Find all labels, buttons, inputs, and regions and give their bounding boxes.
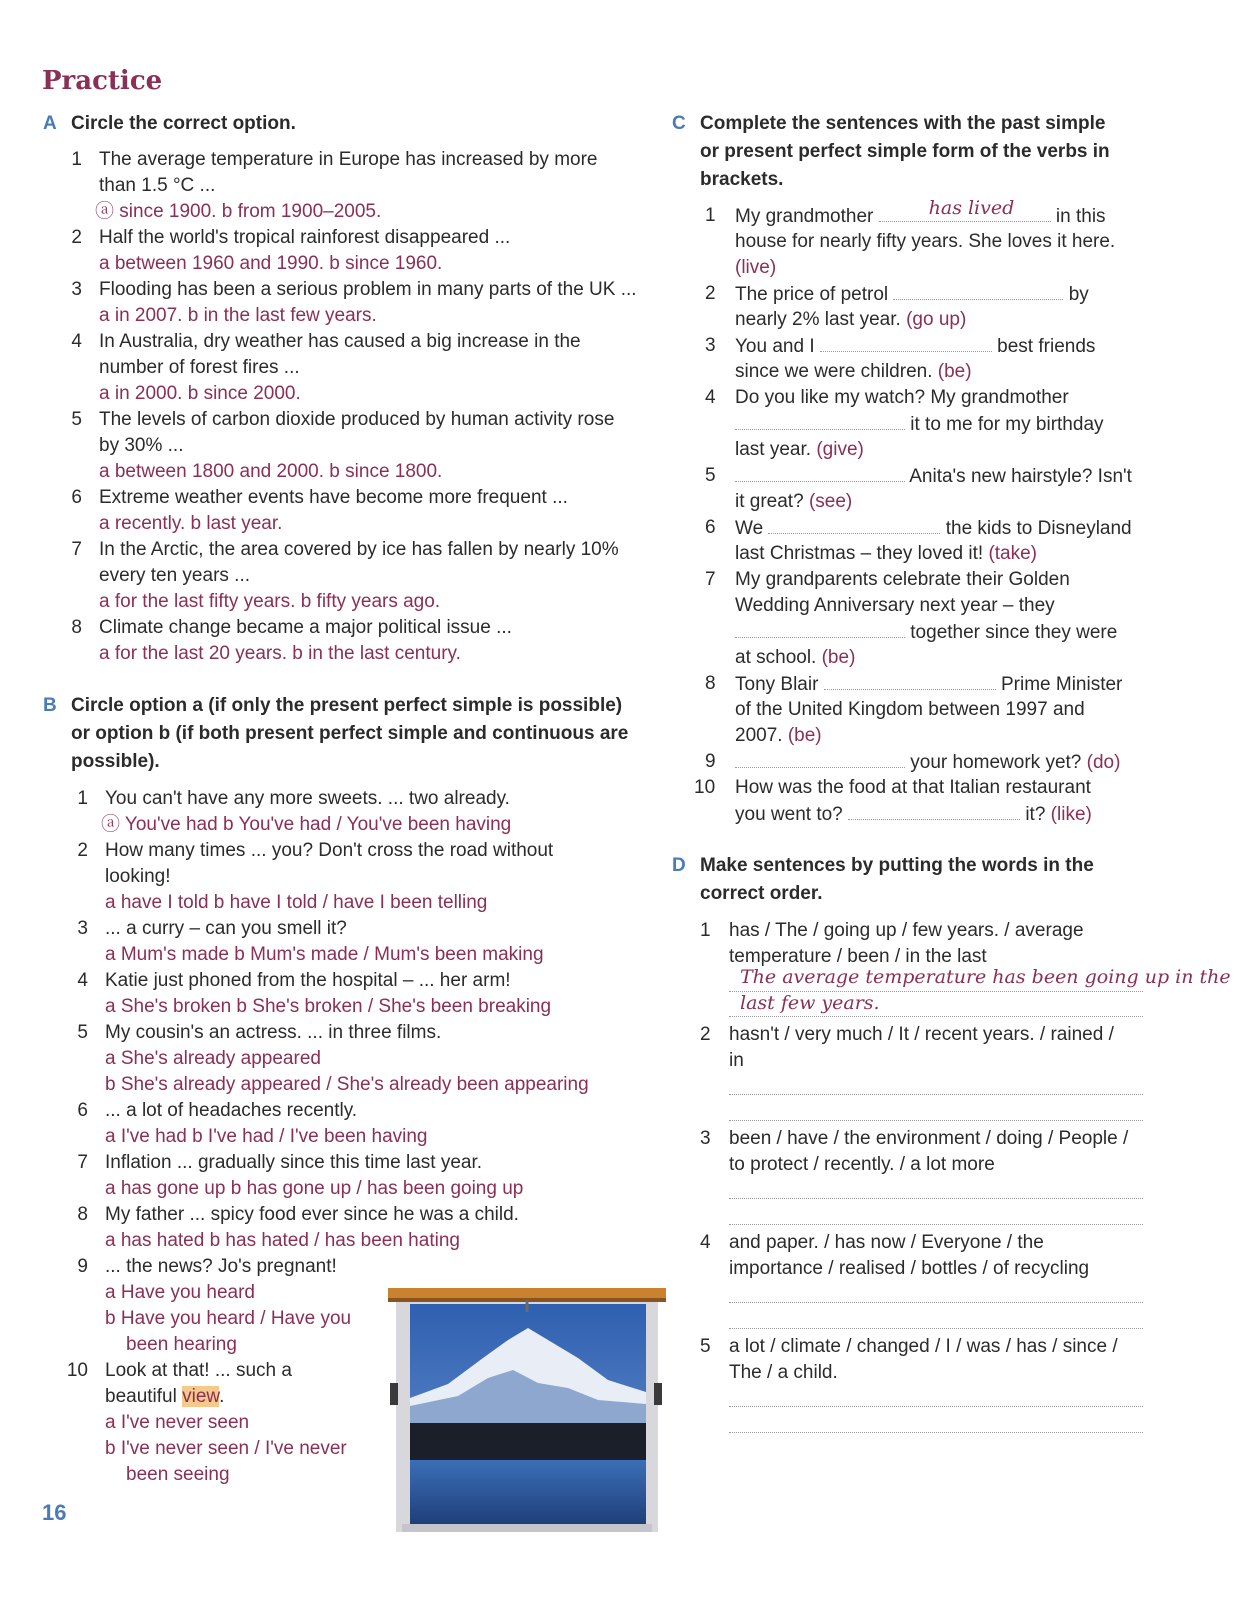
answer-line[interactable] [729, 1328, 1143, 1329]
item-text: been / have / the environment / doing / People / [729, 1128, 1129, 1149]
item-text: house for nearly fifty years. She loves it here. [735, 231, 1116, 252]
item-number: 10 [66, 1360, 88, 1381]
item-text: Do you like my watch? My grandmother [735, 387, 1069, 408]
item-number: 3 [77, 918, 88, 939]
item-text: it to me for my birthday [910, 414, 1104, 435]
item-text: The average temperature in Europe has increased by more [99, 149, 598, 170]
item-text: a lot / climate / changed / I / was / has / since / [729, 1336, 1118, 1357]
item-text [735, 359, 972, 385]
item-text: We [735, 518, 764, 539]
item-number: 7 [77, 1152, 88, 1173]
item-text: Climate change became a major political issue ... [99, 617, 512, 638]
item-text: nearly 2% last year. [735, 309, 901, 330]
section-d-heading [672, 852, 1094, 908]
item-number: 9 [77, 1256, 88, 1277]
handwritten-answer: The average temperature has been going up in the [740, 966, 1231, 988]
answer-blank[interactable] [735, 749, 905, 768]
answer-line[interactable] [729, 1302, 1143, 1303]
answer-line[interactable] [729, 1094, 1143, 1095]
item-number: 3 [700, 1128, 711, 1149]
item-options[interactable]: a recently. b last year. [99, 513, 283, 534]
answer-blank[interactable] [848, 801, 1020, 820]
item-text: How was the food at that Italian restaurant [735, 777, 1091, 798]
answer-blank[interactable] [735, 463, 905, 482]
item-text: best friends [997, 336, 1096, 357]
item-text [735, 541, 1037, 567]
item-text: last year. [735, 439, 812, 460]
answer-line[interactable] [729, 1198, 1143, 1199]
answer-line[interactable] [729, 1016, 1143, 1017]
item-number: 7 [705, 569, 716, 590]
item-text: You can't have any more sweets. ... two already. [105, 788, 510, 809]
fill-in-sentence [735, 749, 1120, 776]
item-number: 2 [700, 1024, 711, 1045]
verb-hint: (go up) [906, 309, 967, 330]
item-number: 2 [705, 283, 716, 304]
item-text: ... a curry – can you smell it? [105, 918, 347, 939]
item-number: 8 [71, 617, 82, 638]
page-number: 16 [42, 1500, 67, 1525]
item-options[interactable]: a has gone up b has gone up / has been going up [105, 1178, 524, 1199]
item-options[interactable]: a She's broken b She's broken / She's been breaking [105, 996, 552, 1017]
item-text: every ten years ... [99, 565, 251, 586]
item-text: Tony Blair [735, 674, 819, 695]
section-a-heading [43, 110, 296, 138]
fill-in-sentence [735, 801, 1092, 828]
item-text: since we were children. [735, 361, 933, 382]
answer-blank[interactable] [735, 411, 905, 430]
item-text: the kids to Disneyland [945, 518, 1132, 539]
answer-line[interactable] [729, 1224, 1143, 1225]
item-options[interactable]: a for the last 20 years. b in the last century. [99, 643, 461, 664]
item-text: to protect / recently. / a lot more [729, 1154, 995, 1175]
item-text: Anita's new hairstyle? Isn't [909, 466, 1132, 487]
section-b-instruction: possible). [71, 751, 160, 772]
item-number: 7 [71, 539, 82, 560]
item-number: 8 [705, 673, 716, 694]
answer-blank[interactable] [879, 197, 1051, 222]
item-number: 8 [77, 1204, 88, 1225]
item-text: in this [1055, 206, 1106, 227]
section-b-heading [43, 692, 629, 776]
item-options[interactable]: a She's already appeared [105, 1048, 321, 1069]
item-number: 5 [700, 1336, 711, 1357]
item-text: you went to? [735, 804, 843, 825]
section-d-instruction: correct order. [700, 883, 823, 904]
item-text: ... the news? Jo's pregnant! [105, 1256, 337, 1277]
item-options[interactable]: ⓐ since 1900. b from 1900–2005. [95, 201, 382, 222]
item-options[interactable]: a between 1960 and 1990. b since 1960. [99, 253, 443, 274]
verb-hint: (live) [735, 257, 777, 278]
answer-line[interactable] [729, 1406, 1143, 1407]
item-number: 5 [71, 409, 82, 430]
item-options[interactable]: a have I told b have I told / have I been telling [105, 892, 488, 913]
item-text: In the Arctic, the area covered by ice has fallen by nearly 10% [99, 539, 619, 560]
mountain-window-image [388, 1288, 666, 1536]
item-text: Katie just phoned from the hospital – ... her arm! [105, 970, 511, 991]
answer-blank[interactable] [893, 281, 1063, 300]
item-number: 6 [705, 517, 716, 538]
item-number: 4 [700, 1232, 711, 1253]
item-text: How many times ... you? Don't cross the road without [105, 840, 554, 861]
answer-blank[interactable] [735, 619, 905, 638]
section-c-instruction: brackets. [700, 169, 784, 190]
item-number: 10 [694, 777, 716, 798]
item-number: 1 [705, 205, 716, 226]
item-text: it great? [735, 491, 804, 512]
handwritten-answer: has lived [928, 197, 1015, 219]
item-text: has / The / going up / few years. / average [729, 920, 1084, 941]
handwritten-answer: last few years. [740, 992, 880, 1014]
item-text: in [729, 1050, 744, 1071]
item-text: beautiful [105, 1386, 183, 1407]
item-text: The levels of carbon dioxide produced by human activity rose [99, 409, 615, 430]
item-text: Extreme weather events have become more frequent ... [99, 487, 568, 508]
section-d-letter: D [672, 855, 686, 876]
item-text: looking! [105, 866, 171, 887]
highlighted-word: view [182, 1386, 220, 1407]
item-text: Half the world's tropical rainforest disappeared ... [99, 227, 511, 248]
item-options[interactable]: been seeing [126, 1464, 230, 1485]
item-text: My grandparents celebrate their Golden [735, 569, 1070, 590]
verb-hint: (like) [1050, 804, 1092, 825]
item-text: of the United Kingdom between 1997 and [735, 699, 1085, 720]
section-a-letter: A [43, 113, 57, 134]
item-text: together since they were [910, 622, 1118, 643]
item-number: 5 [705, 465, 716, 486]
item-options[interactable]: a for the last fifty years. b fifty years ago. [99, 591, 441, 612]
item-number: 3 [71, 279, 82, 300]
item-text: and paper. / has now / Everyone / the [729, 1232, 1044, 1253]
item-text: Wedding Anniversary next year – they [735, 595, 1055, 616]
section-b-letter: B [43, 695, 57, 716]
item-text: Flooding has been a serious problem in many parts of the UK ... [99, 279, 637, 300]
item-text: last Christmas – they loved it! [735, 543, 984, 564]
fill-in-sentence [735, 333, 1095, 360]
list-item [705, 203, 716, 229]
section-c-instruction: Complete the sentences with the past simple [700, 113, 1106, 134]
item-number: 1 [700, 920, 711, 941]
item-text [735, 489, 852, 515]
item-options[interactable]: a I've never seen [105, 1412, 250, 1433]
item-text: by 30% ... [99, 435, 184, 456]
item-options[interactable]: b Have you heard / Have you [105, 1308, 352, 1329]
item-number: 9 [705, 751, 716, 772]
section-b-instruction: Circle option a (if only the present perfect simple is possible) [71, 695, 623, 716]
item-text: Prime Minister [1000, 674, 1123, 695]
item-text: it? [1025, 804, 1046, 825]
item-number: 4 [77, 970, 88, 991]
item-number: 5 [77, 1022, 88, 1043]
fill-in-sentence [735, 515, 1132, 542]
section-a-instruction: Circle the correct option. [71, 113, 296, 134]
item-text: The price of petrol [735, 284, 889, 305]
verb-hint: (be) [937, 361, 972, 382]
item-text: than 1.5 °C ... [99, 175, 216, 196]
item-text: Look at that! ... such a [105, 1360, 292, 1381]
item-options[interactable]: b She's already appeared / She's already been appearing [105, 1074, 589, 1095]
item-text: My father ... spicy food ever since he was a child. [105, 1204, 519, 1225]
verb-hint: (take) [988, 543, 1038, 564]
item-text: My cousin's an actress. ... in three films. [105, 1022, 442, 1043]
fill-in-sentence [735, 671, 1122, 698]
section-d-instruction: Make sentences by putting the words in the [700, 855, 1094, 876]
item-options[interactable]: a in 2000. b since 2000. [99, 383, 301, 404]
window-view-illustration [388, 1288, 666, 1536]
item-text [735, 723, 822, 749]
item-text: importance / realised / bottles / of recycling [729, 1258, 1090, 1279]
item-number: 6 [71, 487, 82, 508]
item-text: In Australia, dry weather has caused a big increase in the [99, 331, 581, 352]
item-text: temperature / been / in the last [729, 946, 987, 967]
item-options[interactable]: a between 1800 and 2000. b since 1800. [99, 461, 443, 482]
item-options[interactable]: a Mum's made b Mum's made / Mum's been making [105, 944, 544, 965]
fill-in-sentence [735, 619, 1117, 646]
answer-blank[interactable] [768, 515, 940, 534]
item-options[interactable]: been hearing [126, 1334, 237, 1355]
section-c-heading [672, 110, 1110, 194]
item-text [735, 307, 966, 333]
item-number: 4 [71, 331, 82, 352]
verb-hint: (be) [821, 647, 856, 668]
verb-hint: (do) [1086, 752, 1121, 773]
item-text: number of forest fires ... [99, 357, 300, 378]
item-text: your homework yet? [910, 752, 1082, 773]
section-c-letter: C [672, 113, 686, 134]
answer-blank[interactable] [820, 333, 992, 352]
item-number: 1 [77, 788, 88, 809]
item-number: 4 [705, 387, 716, 408]
item-text: Inflation ... gradually since this time last year. [105, 1152, 483, 1173]
item-text: hasn't / very much / It / recent years. / rained / [729, 1024, 1114, 1045]
answer-line[interactable] [729, 1120, 1143, 1121]
verb-hint: (see) [808, 491, 853, 512]
verb-hint: (be) [787, 725, 822, 746]
item-number: 3 [705, 335, 716, 356]
item-text [105, 1384, 224, 1410]
item-text: 2007. [735, 725, 783, 746]
item-options[interactable]: b I've never seen / I've never [105, 1438, 347, 1459]
item-options[interactable]: a I've had b I've had / I've been having [105, 1126, 428, 1147]
item-text: . [219, 1386, 225, 1407]
fill-in-sentence [735, 197, 1106, 230]
item-text [735, 437, 864, 463]
answer-blank[interactable] [824, 671, 996, 690]
item-number: 1 [71, 149, 82, 170]
item-text: My grandmother [735, 206, 874, 227]
item-number: 2 [71, 227, 82, 248]
verb-hint: (give) [816, 439, 864, 460]
item-text: at school. [735, 647, 817, 668]
page-title: Practice [42, 66, 163, 96]
section-b-instruction: or option b (if both present perfect simple and continuous are [71, 723, 629, 744]
answer-line[interactable] [729, 1432, 1143, 1433]
item-number: 6 [77, 1100, 88, 1121]
fill-in-sentence [735, 281, 1089, 308]
item-number: 2 [77, 840, 88, 861]
item-options[interactable]: ⓐ You've had b You've had / You've been having [101, 814, 512, 835]
item-options[interactable]: a has hated b has hated / has been hating [105, 1230, 460, 1251]
item-text: ... a lot of headaches recently. [105, 1100, 358, 1121]
fill-in-sentence [735, 411, 1104, 438]
item-text: The / a child. [729, 1362, 838, 1383]
item-text [735, 645, 855, 671]
section-c-instruction: or present perfect simple form of the verbs in [700, 141, 1110, 162]
item-options[interactable]: a in 2007. b in the last few years. [99, 305, 377, 326]
item-text: by [1068, 284, 1089, 305]
fill-in-sentence [735, 463, 1132, 490]
item-options[interactable]: a Have you heard [105, 1282, 255, 1303]
item-text: You and I [735, 336, 815, 357]
